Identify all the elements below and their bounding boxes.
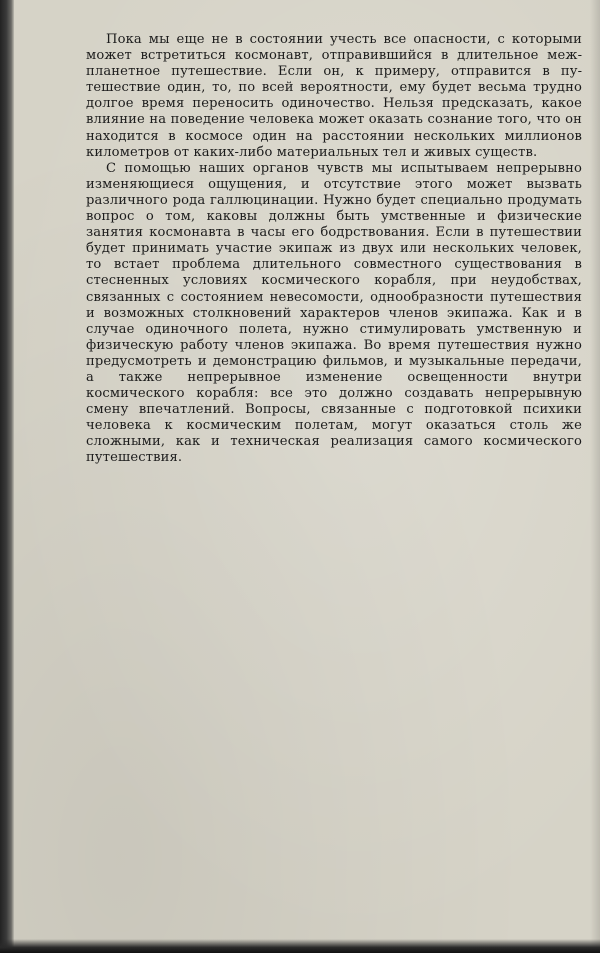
paragraph-1: Пока мы еще не в состоянии учесть все опасности, с которыми может встретиться космонавт, отправившийся в длительное межпланетное путешествие. Если он, к примеру, отправится в путешествие один, то, по всей вероятности, ему будет весьма трудно долгое время переносить одиночество. Нельзя предсказать, какое влияние на поведение человека может оказать сознание того, что он находится в космосе один на расстоянии нескольких миллионов километров от каких-либо материальных тел и живых существ. [86,32,582,160]
page-bottom-shadow [0,939,600,953]
paragraph-2: С помощью наших органов чувств мы испытываем непрерывно изменяющиеся ощущения, и отсутствие этого может вызвать различного рода галлюцинации. Нужно будет специально продумать вопрос о том, каковы должны быть умственные и физические занятия космонавта в часы его бодрствования. Если в путешествии будет принимать участие экипаж из двух или нескольких человек, то встает проблема длительного совместного существования в стесненных условиях космического корабля, при неудобствах, связанных с состоянием невесомости, однообразности путешествия и возможных столкновений характеров членов экипажа. Как и в случае одиночного полета, нужно стимулировать умственную и физическую работу членов экипажа. Во время путешествия нужно предусмотреть и демонстрацию фильмов, и музыкальные передачи, а также непрерывное изменение освещенности внутри космического корабля: все это должно создавать непрерывную смену впечатлений. Вопросы, связанные с подготовкой психики человека к космическим полетам, могут оказаться столь же сложными, как и техническая реализация самого космического путешествия. [86,160,582,466]
book-spine-shadow [0,0,14,953]
page-edge-shade [590,0,600,953]
page-text [86,32,582,467]
